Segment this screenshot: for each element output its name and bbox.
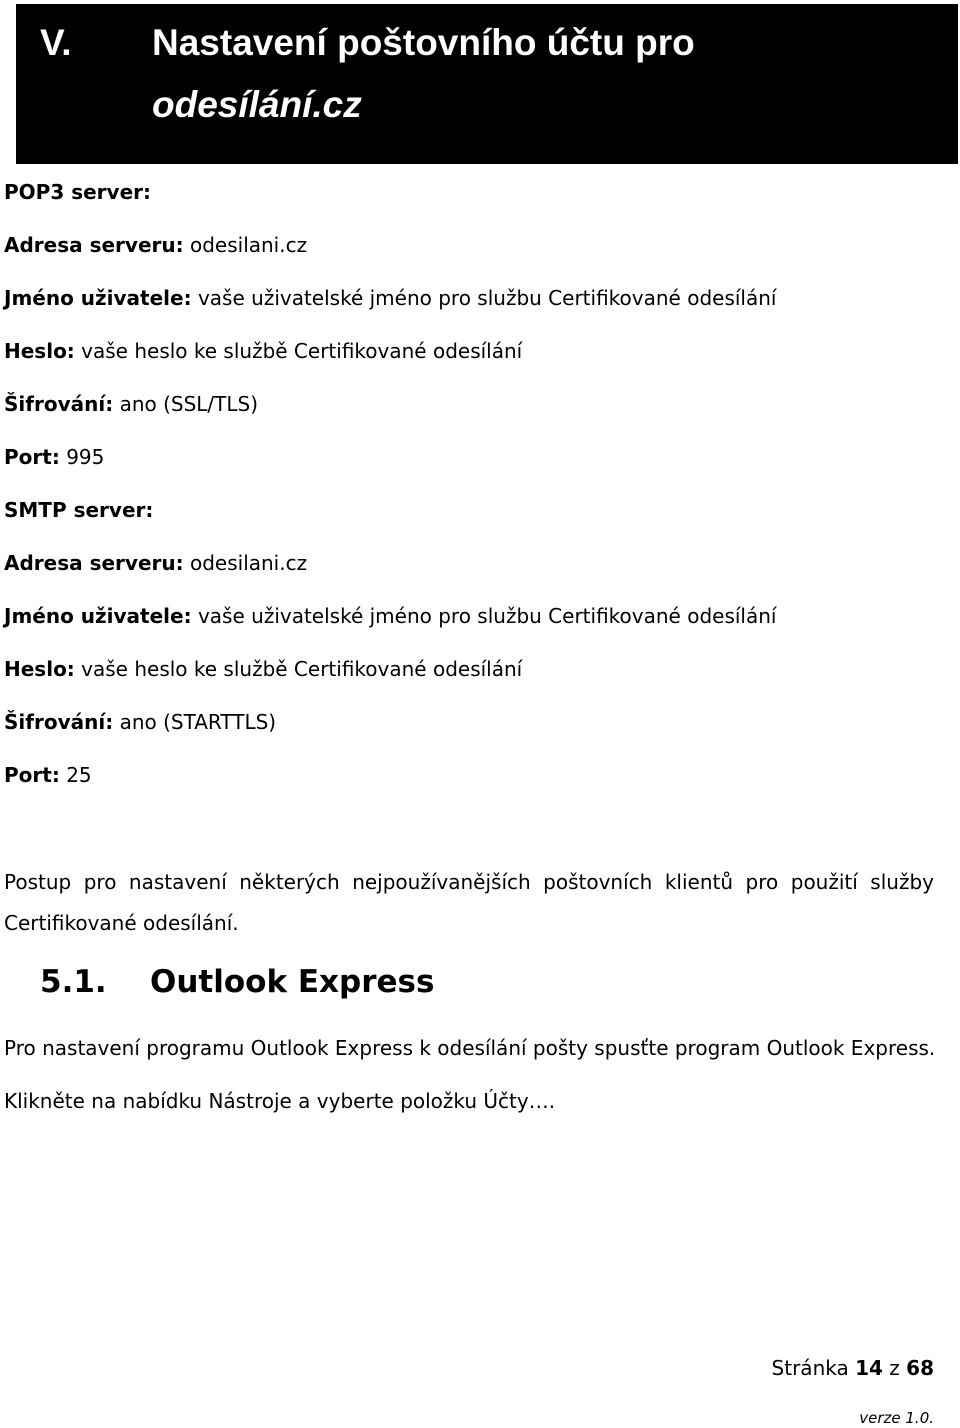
smtp-port-row (4, 763, 92, 787)
pop3-encryption-value: ano (SSL/TLS) (119, 392, 259, 416)
pop3-address-label: Adresa serveru: (4, 233, 184, 257)
chapter-header (16, 4, 958, 164)
pop3-port-value: 995 (66, 445, 105, 469)
pop3-heading: POP3 server: (4, 180, 151, 204)
pop3-password-row (4, 339, 522, 363)
smtp-password-row (4, 657, 522, 681)
pop3-address-value: odesilani.cz (189, 233, 308, 257)
pop3-username-value: vaše uživatelské jméno pro službu Certifikované odesílání (197, 286, 777, 310)
pop3-address-row (4, 233, 307, 257)
smtp-encryption-value: ano (STARTTLS) (119, 710, 277, 734)
document-version: verze 1.0. (859, 1409, 934, 1427)
smtp-port-label: Port: (4, 763, 60, 787)
page-prefix: Stránka (771, 1356, 849, 1380)
pop3-port-row (4, 445, 104, 469)
intro-paragraph: Postup pro nastavení některých nejpoužívanějších poštovních klientů pro použití služby Certifikované odesílání. (4, 870, 934, 935)
smtp-encryption-row (4, 710, 276, 734)
page-current: 14 (855, 1356, 883, 1380)
page-separator: z (889, 1356, 900, 1380)
pop3-username-label: Jméno uživatele: (4, 286, 192, 310)
chapter-title-continued: odesílání.cz (152, 84, 362, 125)
section-number: 5.1. (40, 964, 107, 1000)
pop3-username-row (4, 286, 776, 310)
page-number (772, 1356, 934, 1380)
smtp-encryption-label: Šifrování: (4, 710, 114, 734)
page-total: 68 (906, 1356, 934, 1380)
smtp-password-label: Heslo: (4, 657, 75, 681)
chapter-number: V. (40, 22, 72, 63)
pop3-password-value: vaše heslo ke službě Certifikované odesílání (81, 339, 523, 363)
smtp-port-value: 25 (66, 763, 92, 787)
smtp-username-label: Jméno uživatele: (4, 604, 192, 628)
body-text-line-1: Pro nastavení programu Outlook Express k odesílání pošty spusťte program Outlook Express. (4, 1036, 936, 1060)
pop3-encryption-label: Šifrování: (4, 392, 114, 416)
smtp-address-value: odesilani.cz (189, 551, 308, 575)
smtp-heading: SMTP server: (4, 498, 154, 522)
smtp-username-value: vaše uživatelské jméno pro službu Certifikované odesílání (197, 604, 777, 628)
body-text-line-2: Klikněte na nabídku Nástroje a vyberte položku Účty…. (4, 1089, 556, 1113)
smtp-address-label: Adresa serveru: (4, 551, 184, 575)
pop3-password-label: Heslo: (4, 339, 75, 363)
pop3-encryption-row (4, 392, 258, 416)
chapter-title: Nastavení poštovního účtu pro (152, 22, 695, 63)
pop3-port-label: Port: (4, 445, 60, 469)
smtp-address-row (4, 551, 307, 575)
smtp-username-row (4, 604, 776, 628)
section-title: Outlook Express (150, 964, 435, 1000)
smtp-password-value: vaše heslo ke službě Certifikované odesílání (81, 657, 523, 681)
